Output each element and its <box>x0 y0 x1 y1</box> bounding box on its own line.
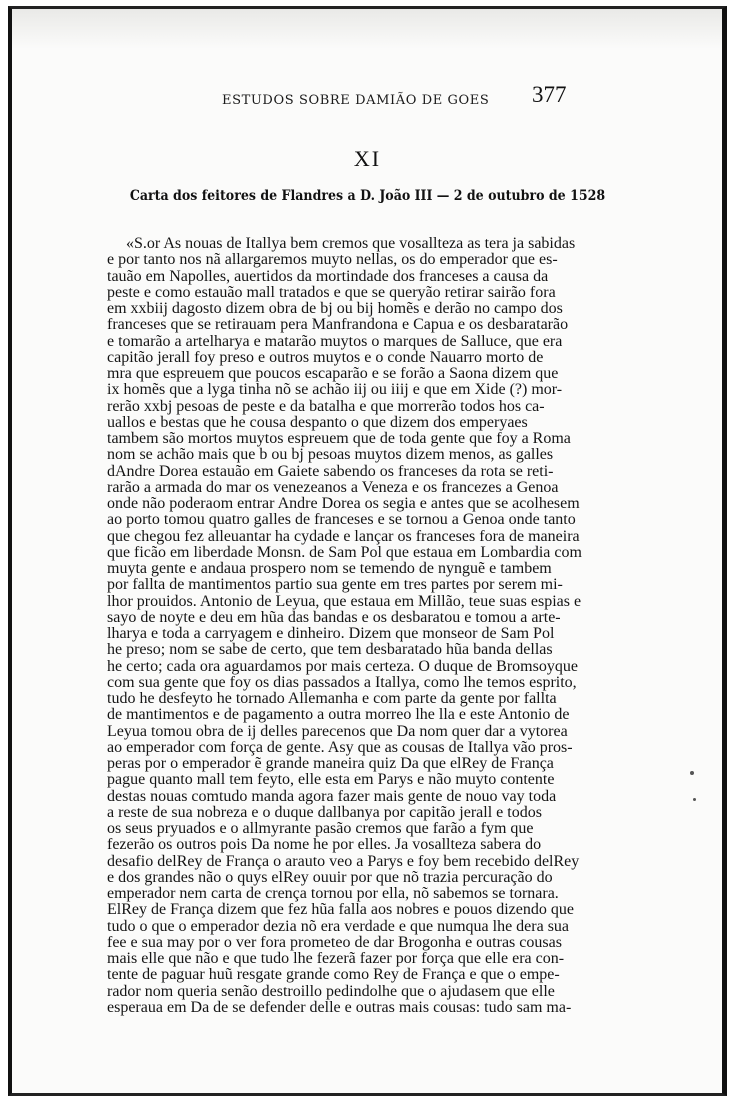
body-line: e tomarão a artelharya e matarão muytos o marques de Salluce, que era <box>107 332 563 350</box>
body-line: onde não poderaom entrar Andre Dorea os segia e antes que se acolhesem <box>107 495 580 512</box>
body-line: capitão jerall foy preso e outros muytos e o conde Nauarro morto de <box>107 348 544 366</box>
body-line: com sua gente que foy os dias passados a Itallya, como lhe temos esprito, <box>107 673 577 691</box>
paper-speck <box>690 771 694 775</box>
body-line: tambem são mortos muytos espreuem que de toda gente que foy a Roma <box>107 430 571 447</box>
body-line: os seus pryuados e o allmyrante pasão cremos que farão a fym que <box>107 820 534 837</box>
body-line: esperaua em Da de se defender delle e outras mais cousas: tudo sam ma- <box>107 998 572 1016</box>
body-line: peste e como estauão mall tratados e que se queryão retirar sairão fora <box>107 283 556 301</box>
body-line: muyta gente e andaua prospero nom se temendo de nynguẽ e tambem <box>107 560 552 577</box>
body-line: e por tanto nos nã allargaremos muyto nellas, os do emperador que es- <box>107 251 558 269</box>
body-line: tudo o que o emperador dezia nõ era verdade e que numqua lhe dera sua <box>107 917 570 935</box>
body-line: he preso; nom se sabe de certo, que tem desbaratado hũa banda dellas <box>107 641 553 659</box>
body-line: tudo he desfeyto he tornado Allemanha e com parte da gente por fallta <box>107 690 557 707</box>
body-line: desafio delRey de França o arauto veo a Parys e foy bem recebido delRey <box>107 852 580 870</box>
body-line: uallos e bestas que he cousa despanto o que dizem dos emperyaes <box>107 413 528 431</box>
body-line: de mantimentos e de pagamento a outra morreo lhe lla e este Antonio de <box>107 706 570 724</box>
body-line: he certo; cada ora aguardamos por mais certeza. O duque de Bromsoyque <box>107 657 578 675</box>
body-line: destas nouas comtudo manda agora fazer mais gente de nouo vay toda <box>107 787 557 805</box>
body-line: mais elle que não e que tudo lhe fezerã fazer por força que elle era con- <box>107 950 565 967</box>
letter-body <box>107 236 582 1016</box>
body-line: tauão em Napolles, auertidos da mortindade dos franceses a causa da <box>107 267 549 285</box>
body-line: sayo de noyte e deu em hũa das bandas e os desbaratou e tomou a arte- <box>107 608 561 626</box>
body-line: franceses que se retirauam pera Manfrandona e Capua e os desbaratarão <box>107 316 569 334</box>
body-line: rador nom queria senão destroillo pedindolhe que o ajudasem que elle <box>107 982 555 1000</box>
paper-speck <box>693 798 696 801</box>
scan-edge-shading <box>12 9 722 49</box>
body-line: rarão a armada do mar os venezeanos a Veneza e os francezes a Genoa <box>107 478 559 496</box>
body-line: rerão xxbj pesoas de peste e da batalha e que morrerão todos hos ca- <box>107 397 545 415</box>
body-line: pague quanto mall tem feyto, elle esta em Parys e não muyto contente <box>107 771 555 789</box>
body-line: por fallta de mantimentos partio sua gente em tres partes por serem mi- <box>107 576 563 594</box>
chapter-title: XI <box>353 146 382 171</box>
body-line: «S.or As nouas de Itallya bem cremos que vosallteza as tera ja sabidas <box>126 235 576 252</box>
body-line: emperador nem carta de crença tornou por ella, nõ sabemos se tornara. <box>107 885 559 902</box>
body-line: ao emperador com força de gente. Asy que as cousas de Itallya vão pros- <box>107 738 573 756</box>
body-line: e dos grandes não o quys elRey ouuir por que nõ trazia percuração do <box>107 868 553 886</box>
body-line: dAndre Dorea estauão em Gaiete sabendo os franceses da rota se reti- <box>107 462 554 480</box>
running-head: ESTUDOS SOBRE DAMIÃO DE GOES <box>222 93 490 108</box>
body-line: Leyua tomou obra de ij delles parecenos que Da nom quer dar a vytorea <box>107 722 568 740</box>
body-line: lharya e toda a carryagem e dinheiro. Dizem que monseor de Sam Pol <box>107 625 555 642</box>
body-line: tente de paguar huũ resgate grande como Rey de França e que o empe- <box>107 966 560 984</box>
body-line: lhor prouidos. Antonio de Leyua, que estaua em Millão, teue suas espias e <box>107 592 582 610</box>
body-line: fee e sua may por o ver fora prometeo de dar Brogonha e outras cousas <box>107 933 562 951</box>
body-line: ix homẽs que a lyga tinha nõ se achão iij ou iiij e que em Xide (?) mor- <box>107 381 563 399</box>
body-line: em xxbiij dagosto dizem obra de bj ou bij homẽs e derão no campo dos <box>107 300 563 317</box>
page-number: 377 <box>532 82 567 107</box>
body-line: fezerão os outros pois Da nome he por elles. Ja vosallteza sabera do <box>107 836 542 854</box>
body-line: ElRey de França dizem que fez hũa falla aos nobres e pouos dizendo que <box>107 901 574 919</box>
body-line: nom se achão mais que b ou bj pesoas muytos dizem menos, as galles <box>107 446 554 464</box>
body-line: ao porto tomou quatro galles de franceses e se tornou a Genoa onde tanto <box>107 511 576 529</box>
letter-heading: Carta dos feitores de Flandres a D. João III — 2 de outubro de 1528 <box>129 188 606 204</box>
body-line: peras por o emperador ẽ grande maneira quiz Da que elRey de França <box>107 755 554 772</box>
body-line: que ficão em liberdade Monsn. de Sam Pol que estaua em Lombardia com <box>107 543 582 561</box>
body-line: a reste de sua nobreza e o duque dallbanya por capitão jerall e todos <box>107 803 542 821</box>
body-line: mra que espreuem que poucos escaparão e se forão a Saona dizem que <box>107 365 559 382</box>
body-line: que chegou fez alleuantar ha cydade e lançar os franceses fora de maneira <box>107 527 580 545</box>
